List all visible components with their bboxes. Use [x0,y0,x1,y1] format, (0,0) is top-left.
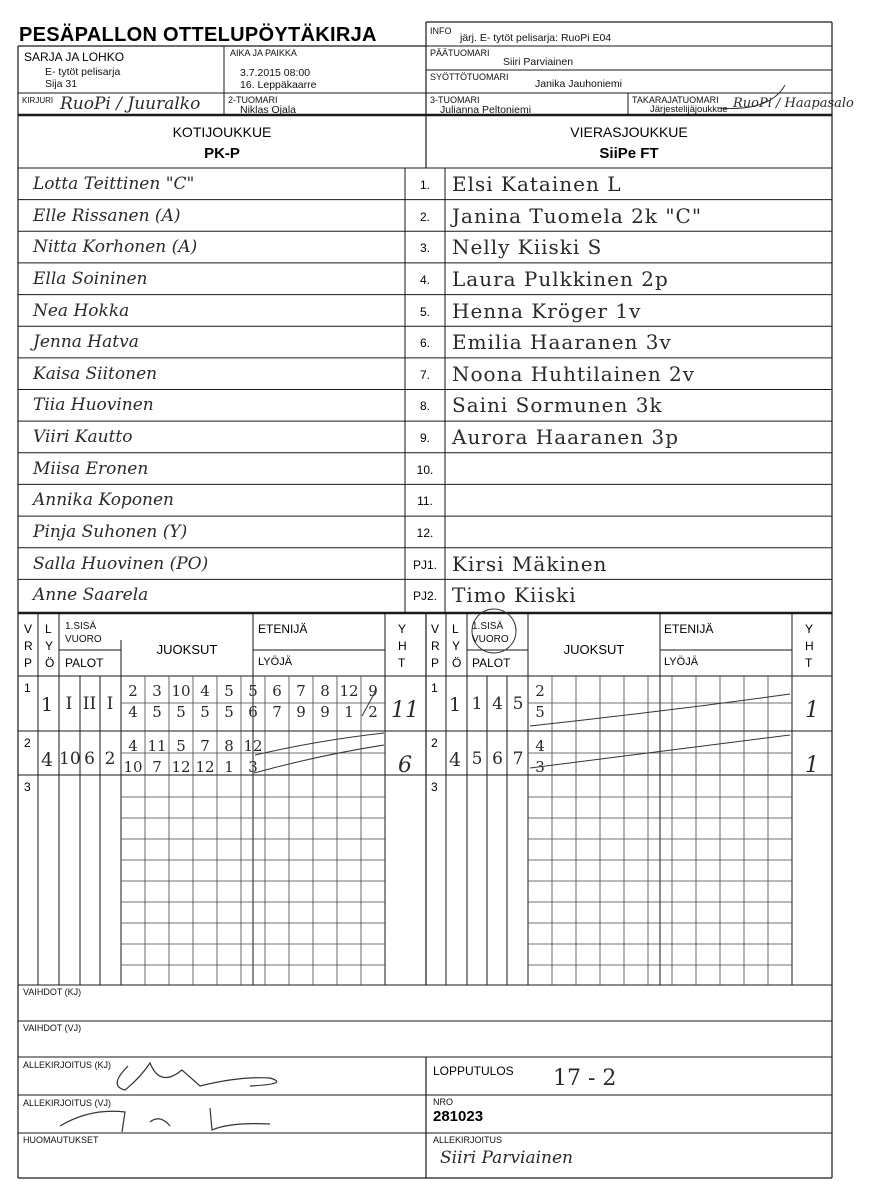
home-period-total: 11 [391,698,419,723]
roster-number: PJ1. [412,557,437,572]
home-run-top: 8 [320,682,330,700]
home-run-bottom: 5 [224,703,234,721]
home-run-bottom: 6 [248,703,258,721]
home-runs: JUOKSUT [156,642,218,657]
time-place-label: AIKA JA PAIKKA [230,48,297,58]
roster-number: 8. [419,399,430,414]
away-player-name: Henna Kröger 1v [452,298,642,323]
home-run-bottom: 12 [195,758,215,776]
away-player-name: Janina Tuomela 2k "C" [452,203,703,228]
umpire2-label: 2-TUOMARI [228,95,278,105]
roster-number: 3. [419,241,430,256]
home-run-top: 3 [152,682,162,700]
home-run-top: 7 [296,682,306,700]
home-run-bottom: 2 [368,703,378,721]
home-player-name: Lotta Teittinen "C" [33,174,195,194]
away-first-in: 1.SISÄ [472,621,504,632]
home-player-name: Tiia Huovinen [33,395,154,416]
home-run-top: 12 [243,737,263,755]
subs-away-label: VAIHDOT (VJ) [23,1023,82,1033]
home-run-bottom: 5 [152,703,162,721]
away-player-name: Noona Huhtilainen 2v [452,361,696,386]
home-run-bottom: 1 [344,703,354,721]
home-ly-value: 1 [41,694,54,716]
home-v: V [24,622,33,636]
away-outs-value: 5 [512,694,524,714]
away-period-total: 1 [805,698,819,723]
chief-umpire-value: Siiri Parviainen [503,56,574,68]
home-run-bottom: 9 [320,703,330,721]
home-period-total: 6 [398,753,412,778]
sign-home-label: ALLEKIRJOITUS (KJ) [23,1060,112,1070]
home-total-t: T [398,656,406,670]
notes-label: HUOMAUTUKSET [23,1135,99,1145]
nro-value: 281023 [433,1108,484,1125]
final-value: 17 - 2 [553,1066,617,1091]
subs-home-label: VAIHDOT (KJ) [23,987,82,997]
home-run-top: 5 [176,737,186,755]
away-y: Y [452,639,461,653]
away-innings: VUORO [472,634,509,645]
home-run-top: 6 [272,682,282,700]
home-r: R [24,639,33,653]
home-run-bottom: 7 [152,758,162,776]
away-batter: LYÖJÄ [664,656,699,668]
home-player-name: Salla Huovinen (PO) [33,553,209,574]
home-run-top: 4 [200,682,210,700]
home-player-name: Pinja Suhonen (Y) [33,522,188,543]
home-player-name: Nea Hokka [33,300,130,321]
away-runner: ETENIJÄ [664,622,714,636]
final-label: LOPPUTULOS [433,1064,514,1078]
home-run-top: 11 [147,737,167,755]
home-run-top: 2 [128,682,138,700]
home-period-number: 2 [24,736,31,750]
home-run-top: 12 [339,682,359,700]
date-time: 3.7.2015 08:00 [240,67,311,79]
roster-number: 2. [419,209,430,224]
chief-umpire-label: PÄÄTUOMARI [430,48,490,58]
away-run-top: 4 [535,737,545,755]
home-run-top: 10 [171,682,191,700]
home-outs-value: 2 [104,749,116,769]
home-run-top: 7 [200,737,210,755]
roster-number: 10. [416,462,434,477]
away-outs-value: 4 [492,694,503,714]
form-title: PESÄPALLON OTTELUPÖYTÄKIRJA [19,24,377,46]
home-run-bottom: 5 [176,703,186,721]
away-outs: PALOT [472,656,511,670]
home-ly-value: 4 [41,749,54,771]
home-player-name: Annika Koponen [33,490,175,511]
away-p: P [431,656,440,670]
home-player-name: Kaisa Siitonen [33,363,158,384]
away-outs-value: 5 [471,749,483,769]
away-run-top: 2 [535,682,545,700]
away-ly-value: 4 [449,749,462,771]
away-run-bottom: 3 [535,758,545,776]
away-l: L [452,622,459,636]
roster-number: 12. [416,526,434,541]
home-signature [100,1058,300,1094]
away-player-name: Timo Kiiski [452,583,577,608]
away-total-h: H [805,639,814,653]
back-umpire-label: TAKARAJATUOMARI [632,95,719,105]
home-run-bottom: 3 [248,758,258,776]
home-l: L [45,622,52,636]
series-label: SARJA JA LOHKO [24,50,125,64]
away-runs: JUOKSUT [563,642,625,657]
home-player-name: Anne Saarela [33,585,149,606]
home-innings: VUORO [65,634,102,645]
away-player-name: Aurora Haaranen 3p [452,425,680,450]
home-run-bottom: 7 [272,703,282,721]
umpire2-value: Niklas Ojala [240,104,297,116]
back-umpire-written: RuoPi / Haapasalo [733,96,854,111]
series-sub: Sija 31 [45,78,78,90]
away-player-name: Kirsi Mäkinen [452,551,608,576]
home-period-number: 1 [24,681,31,695]
home-p: P [24,656,33,670]
home-run-bottom: 10 [123,758,143,776]
home-y: Y [45,639,54,653]
home-outs-value: II [82,694,97,714]
place: 16. Leppäkaarre [240,79,317,91]
home-outs-value: 6 [84,749,95,769]
home-run-top: 8 [224,737,234,755]
away-r: R [431,639,440,653]
away-total-y: Y [805,622,814,636]
away-total-t: T [805,656,813,670]
home-first-in: 1.SISÄ [65,621,97,632]
away-v: V [431,622,440,636]
info-value: järj. E- tytöt pelisarja: RuoPi E04 [460,32,612,44]
home-run-bottom: 4 [128,703,138,721]
roster-number: 11. [417,494,433,509]
roster-number: 7. [419,367,430,382]
recorder-value: RuoPi / Juuralko [60,94,201,114]
home-batter: LYÖJÄ [258,656,293,668]
home-player-name: Ella Soininen [33,268,148,289]
away-header: VIERASJOUKKUE [570,124,688,140]
home-run-top: 4 [128,737,138,755]
home-player-name: Nitta Korhonen (A) [33,237,198,258]
away-name: SiiPe FT [599,145,659,162]
away-player-name: Emilia Haaranen 3v [452,330,672,355]
home-outs-value: 10 [59,749,81,769]
sign-value: Siiri Parviainen [440,1148,573,1168]
home-run-top: 5 [248,682,258,700]
home-total-y: Y [398,622,407,636]
home-run-bottom: 5 [200,703,210,721]
away-period-number: 1 [431,681,438,695]
home-player-name: Elle Rissanen (A) [33,205,181,226]
roster-number: 4. [419,272,430,287]
home-player-name: Miisa Eronen [33,458,149,479]
home-run-top: 9 [368,682,378,700]
away-run-bottom: 5 [535,703,545,721]
sign-away-label: ALLEKIRJOITUS (VJ) [23,1098,112,1108]
series-value: E- tytöt pelisarja [45,66,121,78]
roster-number: 9. [419,431,430,446]
roster-number: 6. [419,336,430,351]
home-header: KOTIJOUKKUE [172,124,272,140]
roster-number: 5. [419,304,430,319]
away-signature [30,1096,290,1134]
away-period-total: 1 [805,753,819,778]
home-name: PK-P [204,145,240,162]
away-player-name: Laura Pulkkinen 2p [452,266,669,291]
away-outs-value: 1 [471,694,483,714]
away-period-number: 2 [431,736,438,750]
sign-label: ALLEKIRJOITUS [433,1135,503,1145]
away-player-name: Saini Sormunen 3k [452,393,663,418]
recorder-label: KIRJURI [22,96,54,105]
back-umpire-value: Järjestelijäjoukkue [650,104,728,115]
roster-number: 1. [419,178,430,192]
away-ly-value: 1 [449,694,462,716]
pitch-umpire-label: SYÖTTÖTUOMARI [430,72,509,82]
nro-label: NRO [433,1097,453,1107]
info-label: INFO [430,26,452,36]
pitch-umpire-value: Janika Jauhoniemi [535,78,622,90]
home-period-number: 3 [24,780,31,794]
roster-number: PJ2. [412,589,437,604]
home-run-bottom: 9 [296,703,306,721]
home-outs-value: I [65,694,73,714]
home-player-name: Viiri Kautto [33,427,133,448]
home-o: Ö [45,656,55,670]
home-total-h: H [398,639,407,653]
away-outs-value: 7 [512,749,524,769]
umpire3-value: Julianna Peltoniemi [440,104,532,116]
away-player-name: Nelly Kiiski S [452,235,603,260]
home-run-top: 5 [224,682,234,700]
home-outs-value: I [106,694,114,714]
home-player-name: Jenna Hatva [33,332,139,353]
home-run-bottom: 12 [171,758,191,776]
away-period-number: 3 [431,780,438,794]
umpire3-label: 3-TUOMARI [430,95,480,105]
home-runner: ETENIJÄ [258,622,308,636]
away-player-name: Elsi Katainen L [452,172,622,196]
away-o: Ö [452,656,462,670]
home-run-bottom: 1 [224,758,234,776]
home-outs: PALOT [65,656,104,670]
away-outs-value: 6 [492,749,503,769]
